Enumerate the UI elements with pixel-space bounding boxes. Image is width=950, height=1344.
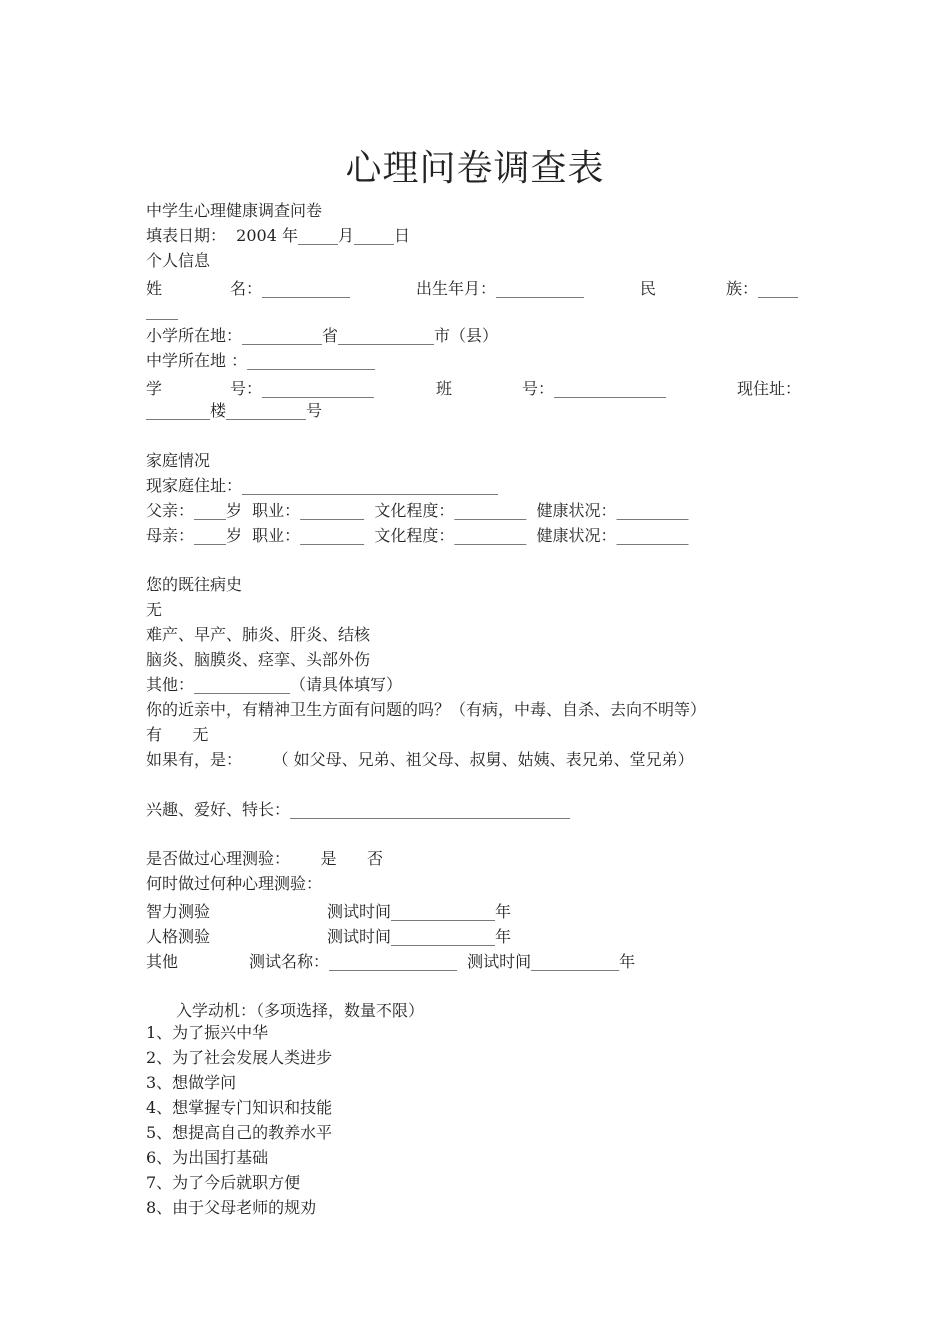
primary-school: 小学所在地：__________省____________市（县） (146, 326, 499, 345)
history-none: 无 (146, 600, 163, 619)
name-field: 名：___________ (230, 279, 351, 298)
test-other-field: 测试名称：________________ 测试时间___________年 (249, 952, 636, 971)
ethnic-field: 族：_____ (726, 279, 799, 298)
student-id-field: 号：______________ (230, 379, 375, 398)
motivation-item: 8、由于父母老师的规劝 (146, 1198, 317, 1217)
ethnic-field-cont: ____ (146, 301, 178, 320)
motivation-item: 6、为出国打基础 (146, 1148, 269, 1167)
psych-test-question: 是否做过心理测验： 是 否 (146, 849, 384, 868)
history-item-2: 脑炎、脑膜炎、痉挛、头部外伤 (146, 650, 371, 669)
motivation-header: 入学动机：（多项选择，数量不限） (176, 1001, 425, 1020)
motivation-item: 1、为了振兴中华 (146, 1023, 269, 1042)
class-field: 号：______________ (522, 379, 667, 398)
motivation-item: 2、为了社会发展人类进步 (146, 1048, 333, 1067)
birth-field: 出生年月：___________ (416, 279, 585, 298)
psych-test-when: 何时做过何种心理测验： (146, 874, 323, 893)
motivation-item: 4、想掌握专门知识和技能 (146, 1098, 333, 1117)
test-iq-field: 测试时间_____________年 (327, 902, 512, 921)
section-history: 您的既往病史 (146, 575, 243, 594)
address-label: 现住址： (737, 379, 802, 398)
section-personal: 个人信息 (146, 251, 211, 270)
test-iq-label: 智力测验 (146, 902, 211, 921)
motivation-item: 5、想提高自己的教养水平 (146, 1123, 333, 1142)
test-personality-label: 人格测验 (146, 927, 211, 946)
history-item-1: 难产、早产、肺炎、肝炎、结核 (146, 625, 371, 644)
relatives-if: 如果有，是： （ 如父母、兄弟、祖父母、叔舅、姑姨、表兄弟、堂兄弟） (146, 750, 694, 769)
fill-date: 填表日期： 2004 年_____月_____日 (146, 226, 410, 245)
subtitle: 中学生心理健康调查问卷 (146, 201, 323, 220)
motivation-item: 7、为了今后就职方便 (146, 1173, 301, 1192)
relatives-answer: 有 无 (146, 725, 209, 744)
hobbies: 兴趣、爱好、特长：___________________________________ (146, 800, 571, 819)
middle-school: 中学所在地 ：________________ (146, 351, 376, 370)
mother-row: 母亲：____岁 职业：________ 文化程度：_________ 健康状况：_________ (146, 526, 689, 545)
history-other: 其他：____________（请具体填写） (146, 675, 403, 694)
ethnic-label-a: 民 (640, 279, 657, 298)
building-field: ________楼__________号 (146, 401, 323, 420)
page-title: 心理问卷调查表 (345, 148, 605, 189)
motivation-item: 3、想做学问 (146, 1073, 237, 1092)
section-family: 家庭情况 (146, 451, 211, 470)
test-personality-field: 测试时间_____________年 (327, 927, 512, 946)
class-label-a: 班 (436, 379, 453, 398)
student-id-label-a: 学 (146, 379, 163, 398)
relatives-question: 你的近亲中，有精神卫生方面有问题的吗？（有病，中毒、自杀、去向不明等） (146, 700, 707, 719)
test-other-label: 其他 (146, 952, 179, 971)
name-label-a: 姓 (146, 279, 163, 298)
father-row: 父亲：____岁 职业：________ 文化程度：_________ 健康状况：_________ (146, 501, 689, 520)
family-address: 现家庭住址：________________________________ (146, 476, 499, 495)
